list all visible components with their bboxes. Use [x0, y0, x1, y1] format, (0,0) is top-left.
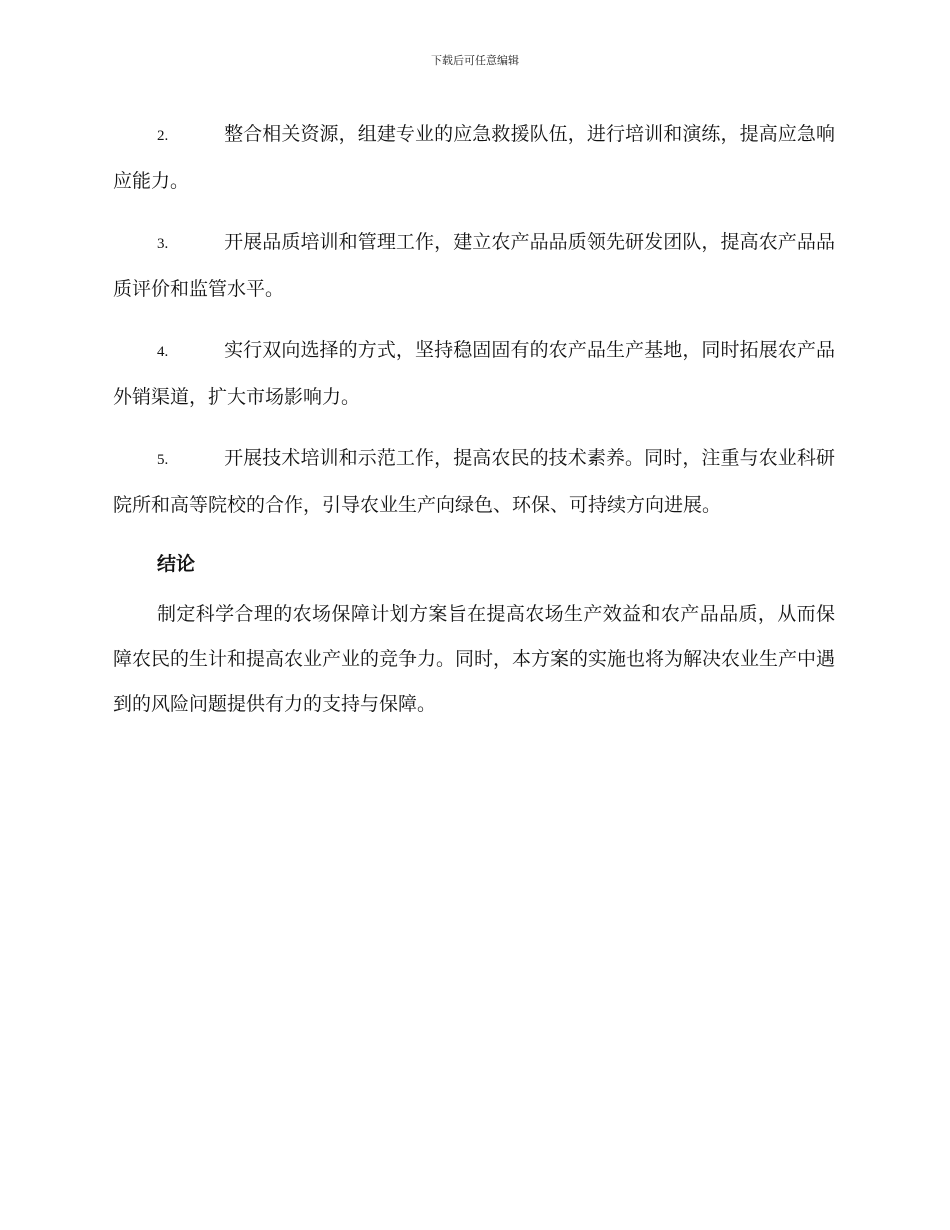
list-text: 开展品质培训和管理工作，建立农产品品质领先研发团队，提高农产品品质评价和监管水平。 — [113, 231, 835, 300]
list-number: 2. — [157, 128, 169, 144]
list-item — [113, 328, 835, 420]
list-text: 开展技术培训和示范工作，提高农民的技术素养。同时，注重与农业科研院所和高等院校的合作，引导农业生产向绿色、环保、可持续方向进展。 — [113, 447, 835, 516]
document-body — [113, 112, 835, 727]
conclusion-paragraph: 制定科学合理的农场保障计划方案旨在提高农场生产效益和农产品品质，从而保障农民的生计和提高农业产业的竞争力。同时，本方案的实施也将为解决农业生产中遇到的风险问题提供有力的支持与保障。 — [113, 603, 836, 715]
list-text: 实行双向选择的方式，坚持稳固固有的农产品生产基地，同时拓展农产品外销渠道，扩大市场影响力。 — [113, 339, 835, 408]
section-heading-conclusion: 结论 — [157, 553, 196, 575]
list-item — [113, 112, 835, 204]
list-number: 4. — [157, 344, 169, 360]
list-text: 整合相关资源，组建专业的应急救援队伍，进行培训和演练，提高应急响应能力。 — [113, 123, 835, 192]
list-item — [113, 436, 835, 528]
list-number: 5. — [157, 452, 169, 468]
header-note: 下载后可任意编辑 — [431, 54, 519, 67]
list-item — [113, 220, 835, 312]
list-number: 3. — [157, 236, 169, 252]
